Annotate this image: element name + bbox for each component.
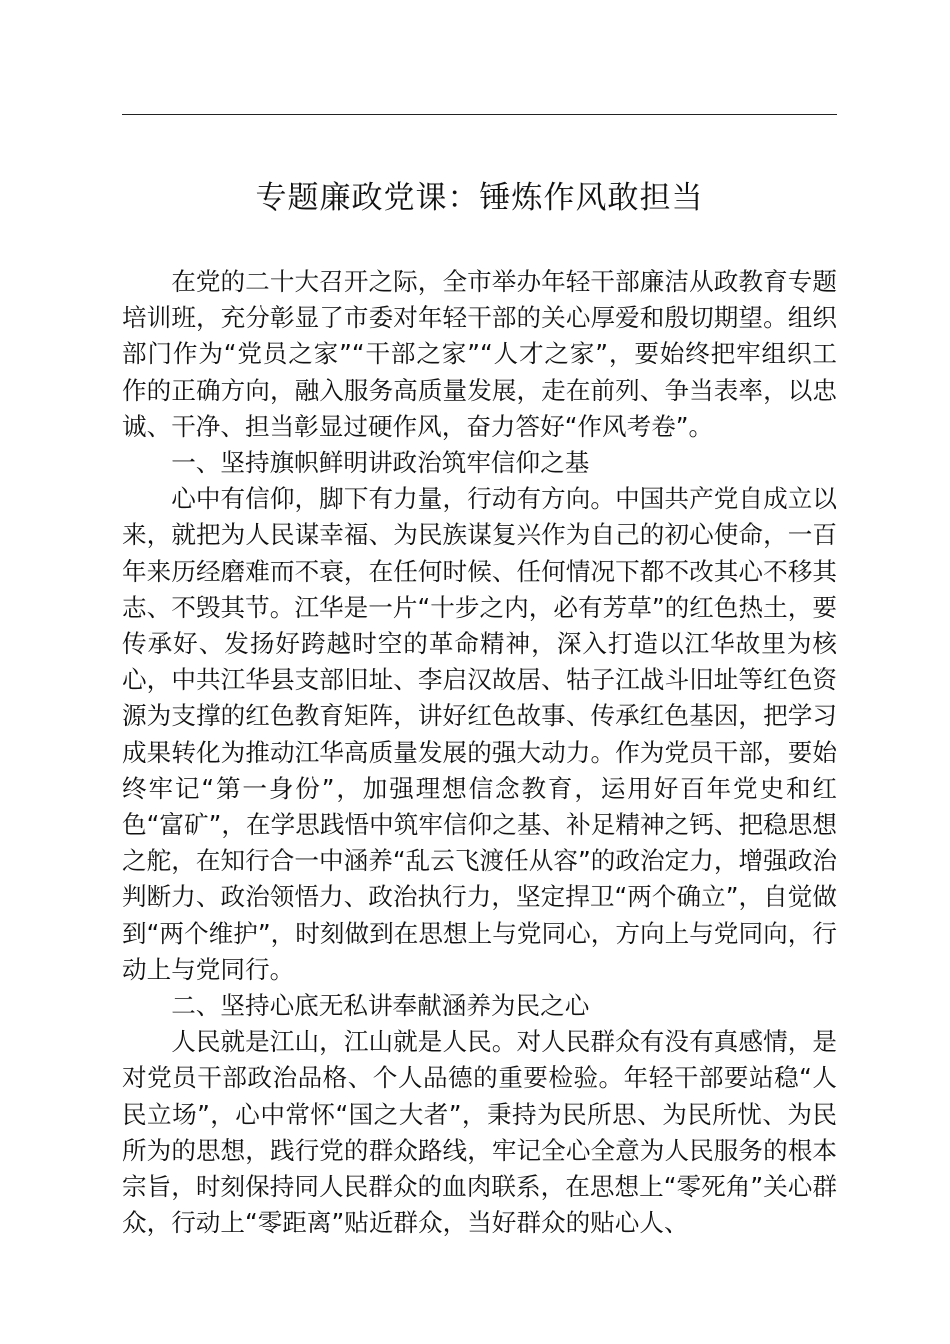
paragraph-intro: 在党的二十大召开之际，全市举办年轻干部廉洁从政教育专题培训班，充分彰显了市委对年轻干部的关心厚爱和殷切期望。组织部门作为“党员之家”“干部之家”“人才之家”，要始终把牢组织工作的正确方向，融入服务高质量发展，走在前列、争当表率，以忠诚、干净、担当彰显过硬作风，奋力答好“作风考卷”。 (122, 267, 837, 441)
document-title: 专题廉政党课：锤炼作风敢担当 (255, 180, 704, 216)
document-body (122, 264, 837, 1241)
section-heading-1: 一、坚持旗帜鲜明讲政治筑牢信仰之基 (171, 448, 590, 478)
paragraph-section-1: 心中有信仰，脚下有力量，行动有方向。中国共产党自成立以来，就把为人民谋幸福、为民族谋复兴作为自己的初心使命，一百年来历经磨难而不衰，在任何时候、任何情况下都不改其心不移其志、不毁其节。江华是一片“十步之内，必有芳草”的红色热土，要传承好、发扬好跨越时空的革命精神，深入打造以江华故里为核心，中共江华县支部旧址、李启汉故居、牯子江战斗旧址等红色资源为支撑的红色教育矩阵，讲好红色故事、传承红色基因，把学习成果转化为推动江华高质量发展的强大动力。作为党员干部，要始终牢记“第一身份”，加强理想信念教育，运用好百年党史和红色“富矿”，在学思践悟中筑牢信仰之基、补足精神之钙、把稳思想之舵，在知行合一中涵养“乱云飞渡任从容”的政治定力，增强政治判断力、政治领悟力、政治执行力，坚定捍卫“两个确立”，自觉做到“两个维护”，时刻做到在思想上与党同心，方向上与党同向，行动上与党同行。 (122, 484, 837, 984)
paragraph-section-2: 人民就是江山，江山就是人民。对人民群众有没有真感情，是对党员干部政治品格、个人品德的重要检验。年轻干部要站稳“人民立场”，心中常怀“国之大者”，秉持为民所思、为民所忧、为民所为的思想，践行党的群众路线，牢记全心全意为人民服务的根本宗旨，时刻保持同人民群众的血肉联系，在思想上“零死角”关心群众，行动上“零距离”贴近群众，当好群众的贴心人、 (122, 1027, 837, 1238)
header-rule (122, 114, 837, 115)
section-heading-2: 二、坚持心底无私讲奉献涵养为民之心 (171, 991, 590, 1021)
